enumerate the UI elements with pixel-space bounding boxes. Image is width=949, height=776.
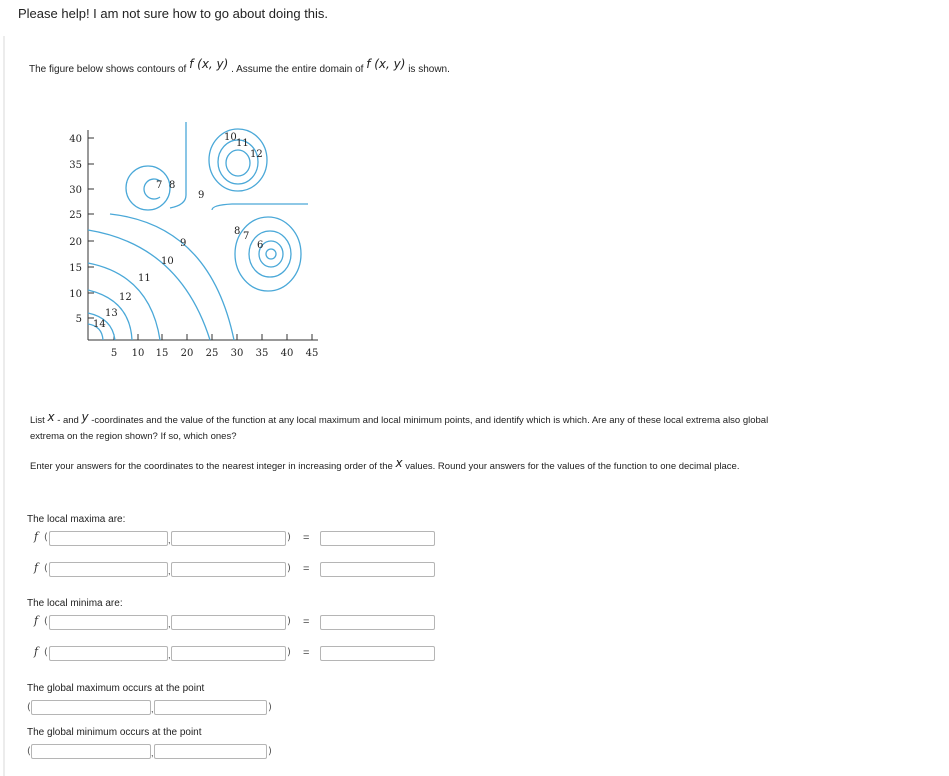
global-min-label: The global minimum occurs at the point [27, 727, 202, 738]
max2-x-input[interactable] [49, 562, 168, 577]
min2-comma: , [168, 650, 171, 660]
instructions-line1 [30, 410, 768, 430]
contour-label-9: 9 [180, 238, 187, 249]
intro-part3: is shown. [408, 64, 450, 75]
axes [88, 130, 318, 340]
y-tick-label: 35 [69, 160, 82, 171]
min1-y-input[interactable] [171, 615, 286, 630]
y-tick-label: 20 [69, 237, 82, 248]
contour-label-11b: 11 [236, 138, 249, 149]
max2-close-paren: ) [287, 563, 291, 574]
min1-comma: , [168, 619, 171, 629]
contour-8-boundary [212, 204, 308, 210]
instructions-line2: extrema on the region shown? If so, which ones? [30, 431, 237, 442]
max2-value-input[interactable] [320, 562, 435, 577]
contour-12-ring [226, 150, 250, 176]
max2-y-input[interactable] [171, 562, 286, 577]
min1-value-input[interactable] [320, 615, 435, 630]
contour-label-10: 10 [161, 256, 174, 267]
min1-equals: = [303, 616, 310, 628]
max1-f-symbol: f [34, 530, 39, 543]
contour-label-8: 8 [169, 180, 176, 191]
min2-open-paren: ( [44, 647, 48, 658]
instr3-a: Enter your answers for the coordinates to the nearest integer in increasing order of the [30, 461, 393, 472]
contour-7-min-ring [249, 231, 291, 277]
contour-core [266, 249, 276, 259]
gmax-open-paren: ( [27, 702, 31, 713]
intro-part2: . Assume the entire domain of [231, 64, 364, 75]
contour-label-7: 7 [156, 180, 163, 191]
intro-part1: The figure below shows contours of [29, 64, 187, 75]
gmin-close-paren: ) [268, 746, 272, 757]
gmin-open-paren: ( [27, 746, 31, 757]
max1-value-input[interactable] [320, 531, 435, 546]
max1-open-paren: ( [44, 532, 48, 543]
max1-y-input[interactable] [171, 531, 286, 546]
contour-plot [0, 0, 340, 370]
max2-f-symbol: f [34, 561, 39, 574]
instr-rest: -coordinates and the value of the function at any local maximum and local minimum points, and identify which is which. Are any of these local extrema also global [91, 415, 769, 426]
gmax-comma: , [151, 704, 154, 714]
y-tick-label: 30 [69, 185, 82, 196]
y-tick-label: 25 [69, 210, 82, 221]
contour-labels [93, 132, 263, 330]
local-maxima-label: The local maxima are: [27, 514, 126, 525]
instructions-line3 [30, 456, 739, 476]
x-tick-label: 5 [110, 348, 118, 359]
max1-comma: , [168, 535, 171, 545]
contour-label-14: 14 [93, 319, 106, 330]
gmax-y-input[interactable] [154, 700, 267, 715]
max1-x-input[interactable] [49, 531, 168, 546]
min2-equals: = [303, 647, 310, 659]
contour-10 [88, 230, 210, 340]
contour-lines [88, 122, 308, 340]
instr-var-y: y [81, 410, 89, 424]
y-tick-label: 10 [69, 289, 82, 300]
gmin-x-input[interactable] [31, 744, 151, 759]
max2-open-paren: ( [44, 563, 48, 574]
contour-label-9b: 9 [198, 190, 205, 201]
y-tick-label: 15 [69, 263, 82, 274]
x-tick-label: 20 [180, 348, 194, 359]
max2-comma: , [168, 566, 171, 576]
min2-y-input[interactable] [171, 646, 286, 661]
instr3-b: values. Round your answers for the values of the function to one decimal place. [405, 461, 740, 472]
min1-open-paren: ( [44, 616, 48, 627]
min1-f-symbol: f [34, 614, 39, 627]
intro-func2: f (x, y) [366, 57, 406, 71]
x-tick-label: 15 [155, 348, 169, 359]
contour-label-12: 12 [119, 292, 132, 303]
max1-close-paren: ) [287, 532, 291, 543]
x-tick-label: 35 [255, 348, 269, 359]
instr-list: List [30, 415, 45, 426]
x-tick-label: 10 [131, 348, 145, 359]
local-minima-label: The local minima are: [27, 598, 123, 609]
instr-var-x: x [47, 410, 55, 424]
x-tick-label: 40 [280, 348, 294, 359]
min2-close-paren: ) [287, 647, 291, 658]
intro-func: f (x, y) [189, 57, 229, 71]
x-tick-label: 25 [205, 348, 219, 359]
x-tick-label: 45 [305, 348, 319, 359]
gmin-y-input[interactable] [154, 744, 267, 759]
contour-label-10b: 10 [224, 132, 237, 143]
contour-label-12b: 12 [250, 149, 263, 160]
contour-label-7b: 7 [243, 231, 250, 242]
global-max-label: The global maximum occurs at the point [27, 683, 205, 694]
instr-and: - and [57, 415, 79, 426]
max2-equals: = [303, 563, 310, 575]
contour-label-8b: 8 [234, 226, 241, 237]
question-title: Please help! I am not sure how to go about doing this. [18, 6, 329, 21]
contour-7-ring [126, 166, 170, 210]
contour-label-11: 11 [138, 273, 151, 284]
gmin-comma: , [151, 748, 154, 758]
min2-value-input[interactable] [320, 646, 435, 661]
contour-label-6: 6 [257, 240, 264, 251]
contour-label-13: 13 [105, 308, 118, 319]
max1-equals: = [303, 532, 310, 544]
min1-close-paren: ) [287, 616, 291, 627]
min2-x-input[interactable] [49, 646, 168, 661]
gmax-close-paren: ) [268, 702, 272, 713]
gmax-x-input[interactable] [31, 700, 151, 715]
min1-x-input[interactable] [49, 615, 168, 630]
y-tick-label: 5 [75, 314, 82, 325]
x-tick-label: 30 [230, 348, 244, 359]
instr3-var-x: x [395, 456, 403, 470]
min2-f-symbol: f [34, 645, 39, 658]
contour-9-upper [170, 122, 186, 208]
y-tick-label: 40 [69, 134, 82, 145]
